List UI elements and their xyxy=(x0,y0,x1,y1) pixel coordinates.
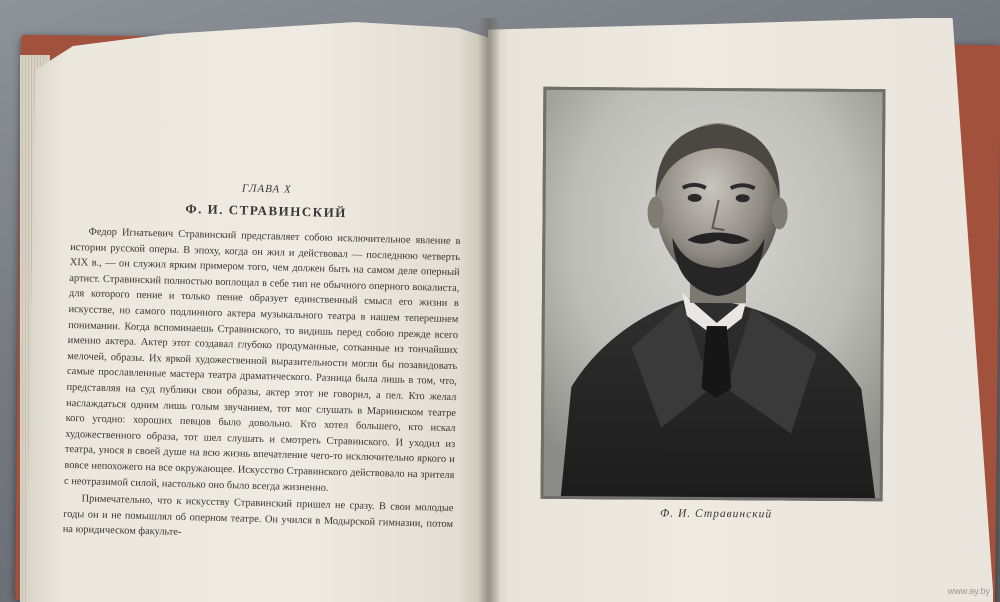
chapter-heading: ГЛАВА X xyxy=(241,182,292,196)
body-paragraph: Примечательно, что к искусству Стравинский пришел не сразу. В свои молодые годы он и не помышлял об оперном театре. Он учился в Модырской гимназии, потом на юридическом факульте- xyxy=(62,493,454,539)
portrait-image xyxy=(541,87,886,501)
watermark: www.ay.by xyxy=(947,586,990,596)
photo-caption: Ф. И. Стравинский xyxy=(659,507,773,521)
portrait-photo xyxy=(541,87,886,501)
chapter-title: Ф. И. СТРАВИНСКИЙ xyxy=(185,200,348,221)
body-paragraph: Федор Игнатьевич Стравинский представляет собою исключительное явление в истории русской оперы. В эпоху, когда он жил и действовал — последнюю четверть XIX в., — он служил ярким примером того, чем должен быть на самом деле оперный артист. Стравинский полностью воплощал в себе тип не обычного оперного вокалиста, для которого пение и только пение образует единственный смысл его жизни в искусстве, но самого подлинного актера музыкального театра в нашем теперешнем понимании. Когда вспоминаешь Стравинского, то видишь перед собою прежде всего именно актера. Актер этот создавал глубоко продуманные, сотканные из тончайших мелочей, образы. Их яркой художественной выразительности могли бы позавидовать самые прославленные мастера театра драматического. Разница была лишь в том, что, представляя на суд публики свои образы, актер этот не говорил, а пел. Кто желал наслаждаться одним лишь голым звучанием, тот мог слушать в Мариинском театре кого угодно: хороших певцов было довольно. Кто хотел большего, кто искал художественного образа, тот шел слушать и смотреть Стравинского. И уходил из театра, унося в своей душе на всю жизнь впечатление чего-то исключительно яркого и вовсе непохожего на все окружающее. Искусство Стравинского действовало на зрителя с неотразимой силой, настолько оно было всегда жизненно. xyxy=(63,226,461,494)
book-gutter xyxy=(478,18,500,602)
left-page-text xyxy=(63,178,462,548)
